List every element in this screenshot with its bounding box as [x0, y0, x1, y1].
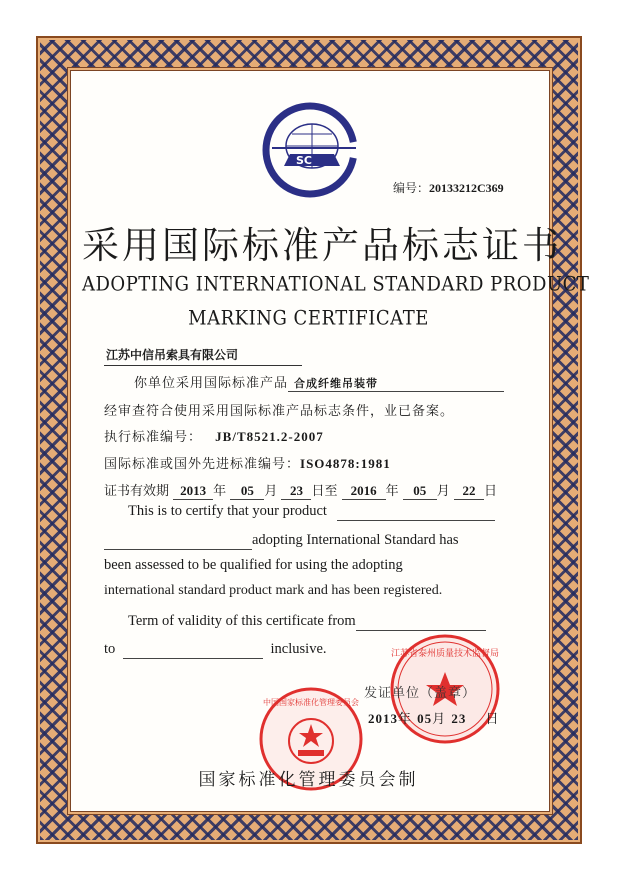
day-char: 日	[483, 484, 497, 499]
english-line4: international standard product mark and has been registered.	[104, 583, 443, 598]
from-year: 2013	[173, 483, 213, 500]
title-english-line2: MARKING CERTIFICATE	[188, 306, 429, 331]
english-line5	[128, 613, 548, 631]
year-char: 年	[213, 484, 227, 499]
issue-year-char: 年	[398, 712, 413, 727]
month-char: 月	[264, 484, 278, 499]
validity-label: 证书有效期	[104, 484, 170, 499]
international-standard-value: ISO4878:1981	[300, 456, 391, 471]
english-to-blank	[123, 641, 263, 659]
sac-logo-icon	[262, 102, 372, 198]
issue-month: 05	[417, 711, 433, 726]
title-chinese: 采用国际标准产品标志证书	[82, 224, 562, 267]
adopting-product-line	[134, 372, 504, 392]
to-year: 2016	[342, 483, 386, 500]
english-line1	[128, 503, 548, 521]
title-english-line1: ADOPTING INTERNATIONAL STANDARD PRODUCT	[82, 272, 590, 297]
certificate-number-value: 20133212C369	[429, 181, 504, 195]
issue-day-char: 日	[485, 712, 500, 727]
english-from-blank	[356, 613, 486, 631]
certificate-number-label: 编号：	[393, 181, 430, 195]
english-line2	[104, 532, 524, 550]
right-seal-text: 江苏省泰州质量技术监督局	[390, 649, 500, 659]
international-standard-label: 国际标准或国外先进标准编号：	[104, 457, 301, 472]
english-standard-blank	[104, 532, 252, 550]
english-line1-text: This is to certify that your product	[128, 503, 327, 519]
from-day: 23	[281, 483, 311, 500]
issue-day: 23	[451, 711, 467, 726]
international-standard-line	[104, 453, 391, 472]
company-name: 江苏中信吊索具有限公司	[104, 346, 302, 366]
year-char: 年	[385, 484, 399, 499]
left-seal-text: 中国国家标准化管理委员会	[263, 698, 359, 707]
validity-period-line	[104, 480, 497, 500]
to-day: 22	[454, 483, 484, 500]
standard-number-line	[104, 426, 324, 445]
logo-text: SC	[296, 154, 312, 167]
english-product-blank	[337, 503, 495, 521]
issue-month-char: 月	[432, 712, 447, 727]
english-line3: been assessed to be qualified for using the adopting	[104, 557, 403, 573]
month-char: 月	[436, 484, 450, 499]
from-month: 05	[230, 483, 264, 500]
english-to-text: to	[104, 641, 116, 657]
adopting-product-prefix: 你单位采用国际标准产品	[134, 376, 289, 391]
issue-year: 2013	[368, 711, 398, 726]
issuer-label: 发证单位（盖章）	[364, 686, 477, 701]
certificate-number	[393, 179, 504, 196]
english-line2-text: adopting International Standard has	[252, 532, 459, 548]
issuing-authority-footer: 国家标准化管理委员会制	[198, 770, 419, 790]
english-line5-text: Term of validity of this certificate from	[128, 613, 356, 629]
day-to-char: 日至	[311, 484, 338, 499]
registration-statement: 经审查符合使用采用国际标准产品标志条件，业已备案。	[104, 404, 455, 419]
standard-number-value: JB/T8521.2-2007	[215, 429, 324, 444]
issue-date	[368, 708, 499, 727]
to-month: 05	[403, 483, 437, 500]
product-name: 合成纤维吊装带	[288, 375, 504, 392]
standard-number-label: 执行标准编号：	[104, 430, 203, 445]
english-inclusive-text: inclusive.	[270, 641, 327, 657]
